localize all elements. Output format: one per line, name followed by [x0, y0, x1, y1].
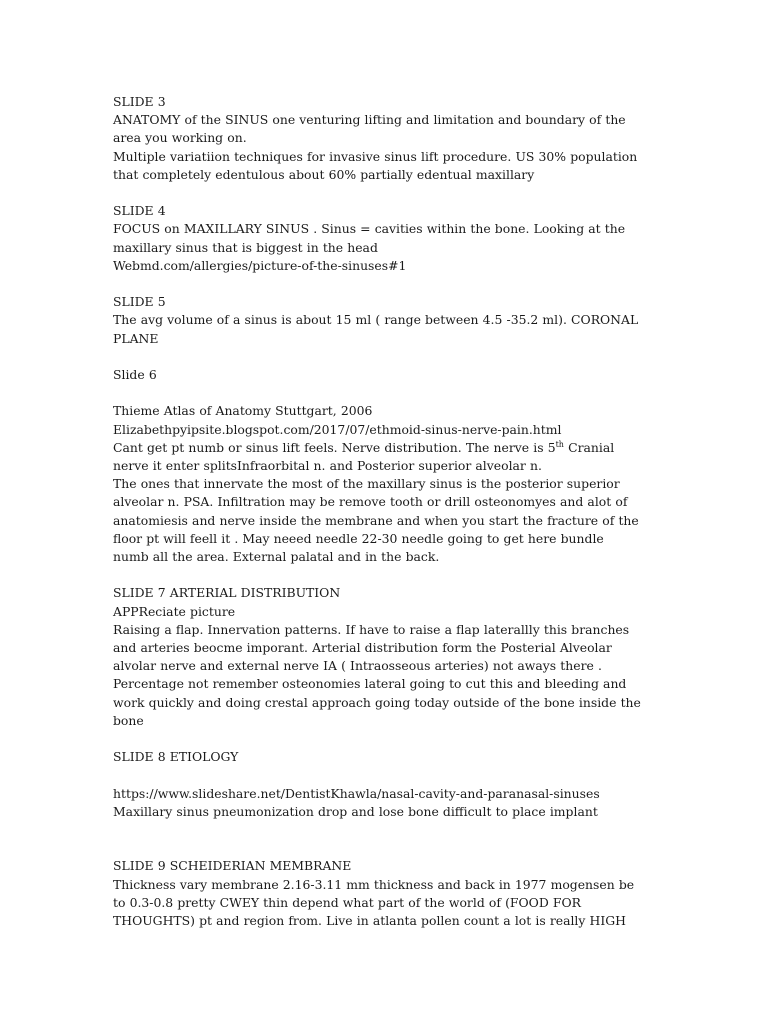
slide-5-text-1: The avg volume of a sinus is about 15 ml ( range between 4.5 -35.2 ml). CORONAL PLANE [113, 312, 639, 346]
slide-3-text-2: Multiple variatiion techniques for invasive sinus lift procedure. US 30% population that completely edentulous about 60% partially edentual maxillary [113, 148, 638, 182]
document-body [113, 93, 643, 930]
slide-6-text-3-part-1: Cant get pt numb or sinus lift feels. Nerve distribution. The nerve is 5 [113, 439, 556, 455]
spacer [113, 275, 643, 293]
spacer [113, 184, 643, 202]
slide-8-link: https://www.slideshare.net/DentistKhawla/nasal-cavity-and-paranasal-sinuses [113, 785, 600, 801]
slide-7-heading: SLIDE 7 ARTERIAL DISTRIBUTION [113, 585, 341, 601]
slide-9-text-1: Thickness vary membrane 2.16-3.11 mm thickness and back in 1977 mogensen be to 0.3-0.8 pretty CWEY thin depend what part of the world of (FOOD FOR THOUGHTS) pt and region from. Live in atlanta pollen count a lot is really HIGH [113, 876, 635, 929]
slide-4-heading: SLIDE 4 [113, 203, 166, 219]
spacer [113, 348, 643, 366]
slide-6-heading: Slide 6 [113, 367, 157, 382]
spacer [113, 730, 643, 748]
spacer [113, 821, 643, 857]
slide-8-text-2: Maxillary sinus pneumonization drop and lose bone difficult to place implant [113, 803, 598, 819]
slide-6-text-1: Thieme Atlas of Anatomy Stuttgart, 2006 [113, 403, 373, 419]
ordinal-superscript: th [555, 439, 564, 449]
slide-3-heading: SLIDE 3 [113, 94, 166, 109]
slide-7-text-1: APPReciate picture [113, 603, 236, 619]
slide-6-text-4: The ones that innervate the most of the maxillary sinus is the posterior superior alveolar n. PSA. Infiltration may be remove tooth or drill osteonomyes and alot of anatomiesis and nerve inside the membrane and when you start the fracture of the floor pt will feell it . May neeed needle 22-30 needle going to get here bundle numb all the area. External palatal and in the back. [113, 476, 639, 565]
spacer [113, 766, 643, 784]
spacer [113, 566, 643, 584]
slide-4-text-1: FOCUS on MAXILLARY SINUS . Sinus = cavities within the bone. Looking at the maxillary sinus that is biggest in the head [113, 221, 626, 255]
spacer [113, 384, 643, 402]
slide-9-heading: SLIDE 9 SCHEIDERIAN MEMBRANE [113, 858, 352, 874]
slide-3-text-1: ANATOMY of the SINUS one venturing lifting and limitation and boundary of the area you working on. [113, 112, 626, 146]
slide-5-heading: SLIDE 5 [113, 294, 166, 310]
slide-6-link: Elizabethpyipsite.blogspot.com/2017/07/ethmoid-sinus-nerve-pain.html [113, 421, 562, 437]
slide-4-link: Webmd.com/allergies/picture-of-the-sinuses#1 [113, 257, 407, 273]
slide-7-text-2: Raising a flap. Innervation patterns. If have to raise a flap laterallly this branches and arteries beocme imporant. Arterial distribution form the Posterial Alveolar alvolar nerve and external nerve IA ( Intraosseous arteries) not aways there . Percentage not remember osteonomies lateral going to cut this and bleeding and work quickly and doing crestal approach going today outside of the bone inside the bone [113, 621, 641, 728]
slide-8-heading: SLIDE 8 ETIOLOGY [113, 749, 239, 765]
slide-6-text-3-part-2: Cranial nerve it enter splitsInfraorbital n. and Posterior superior alveolar n. [113, 439, 615, 473]
slide-6-text-3 [113, 439, 643, 475]
